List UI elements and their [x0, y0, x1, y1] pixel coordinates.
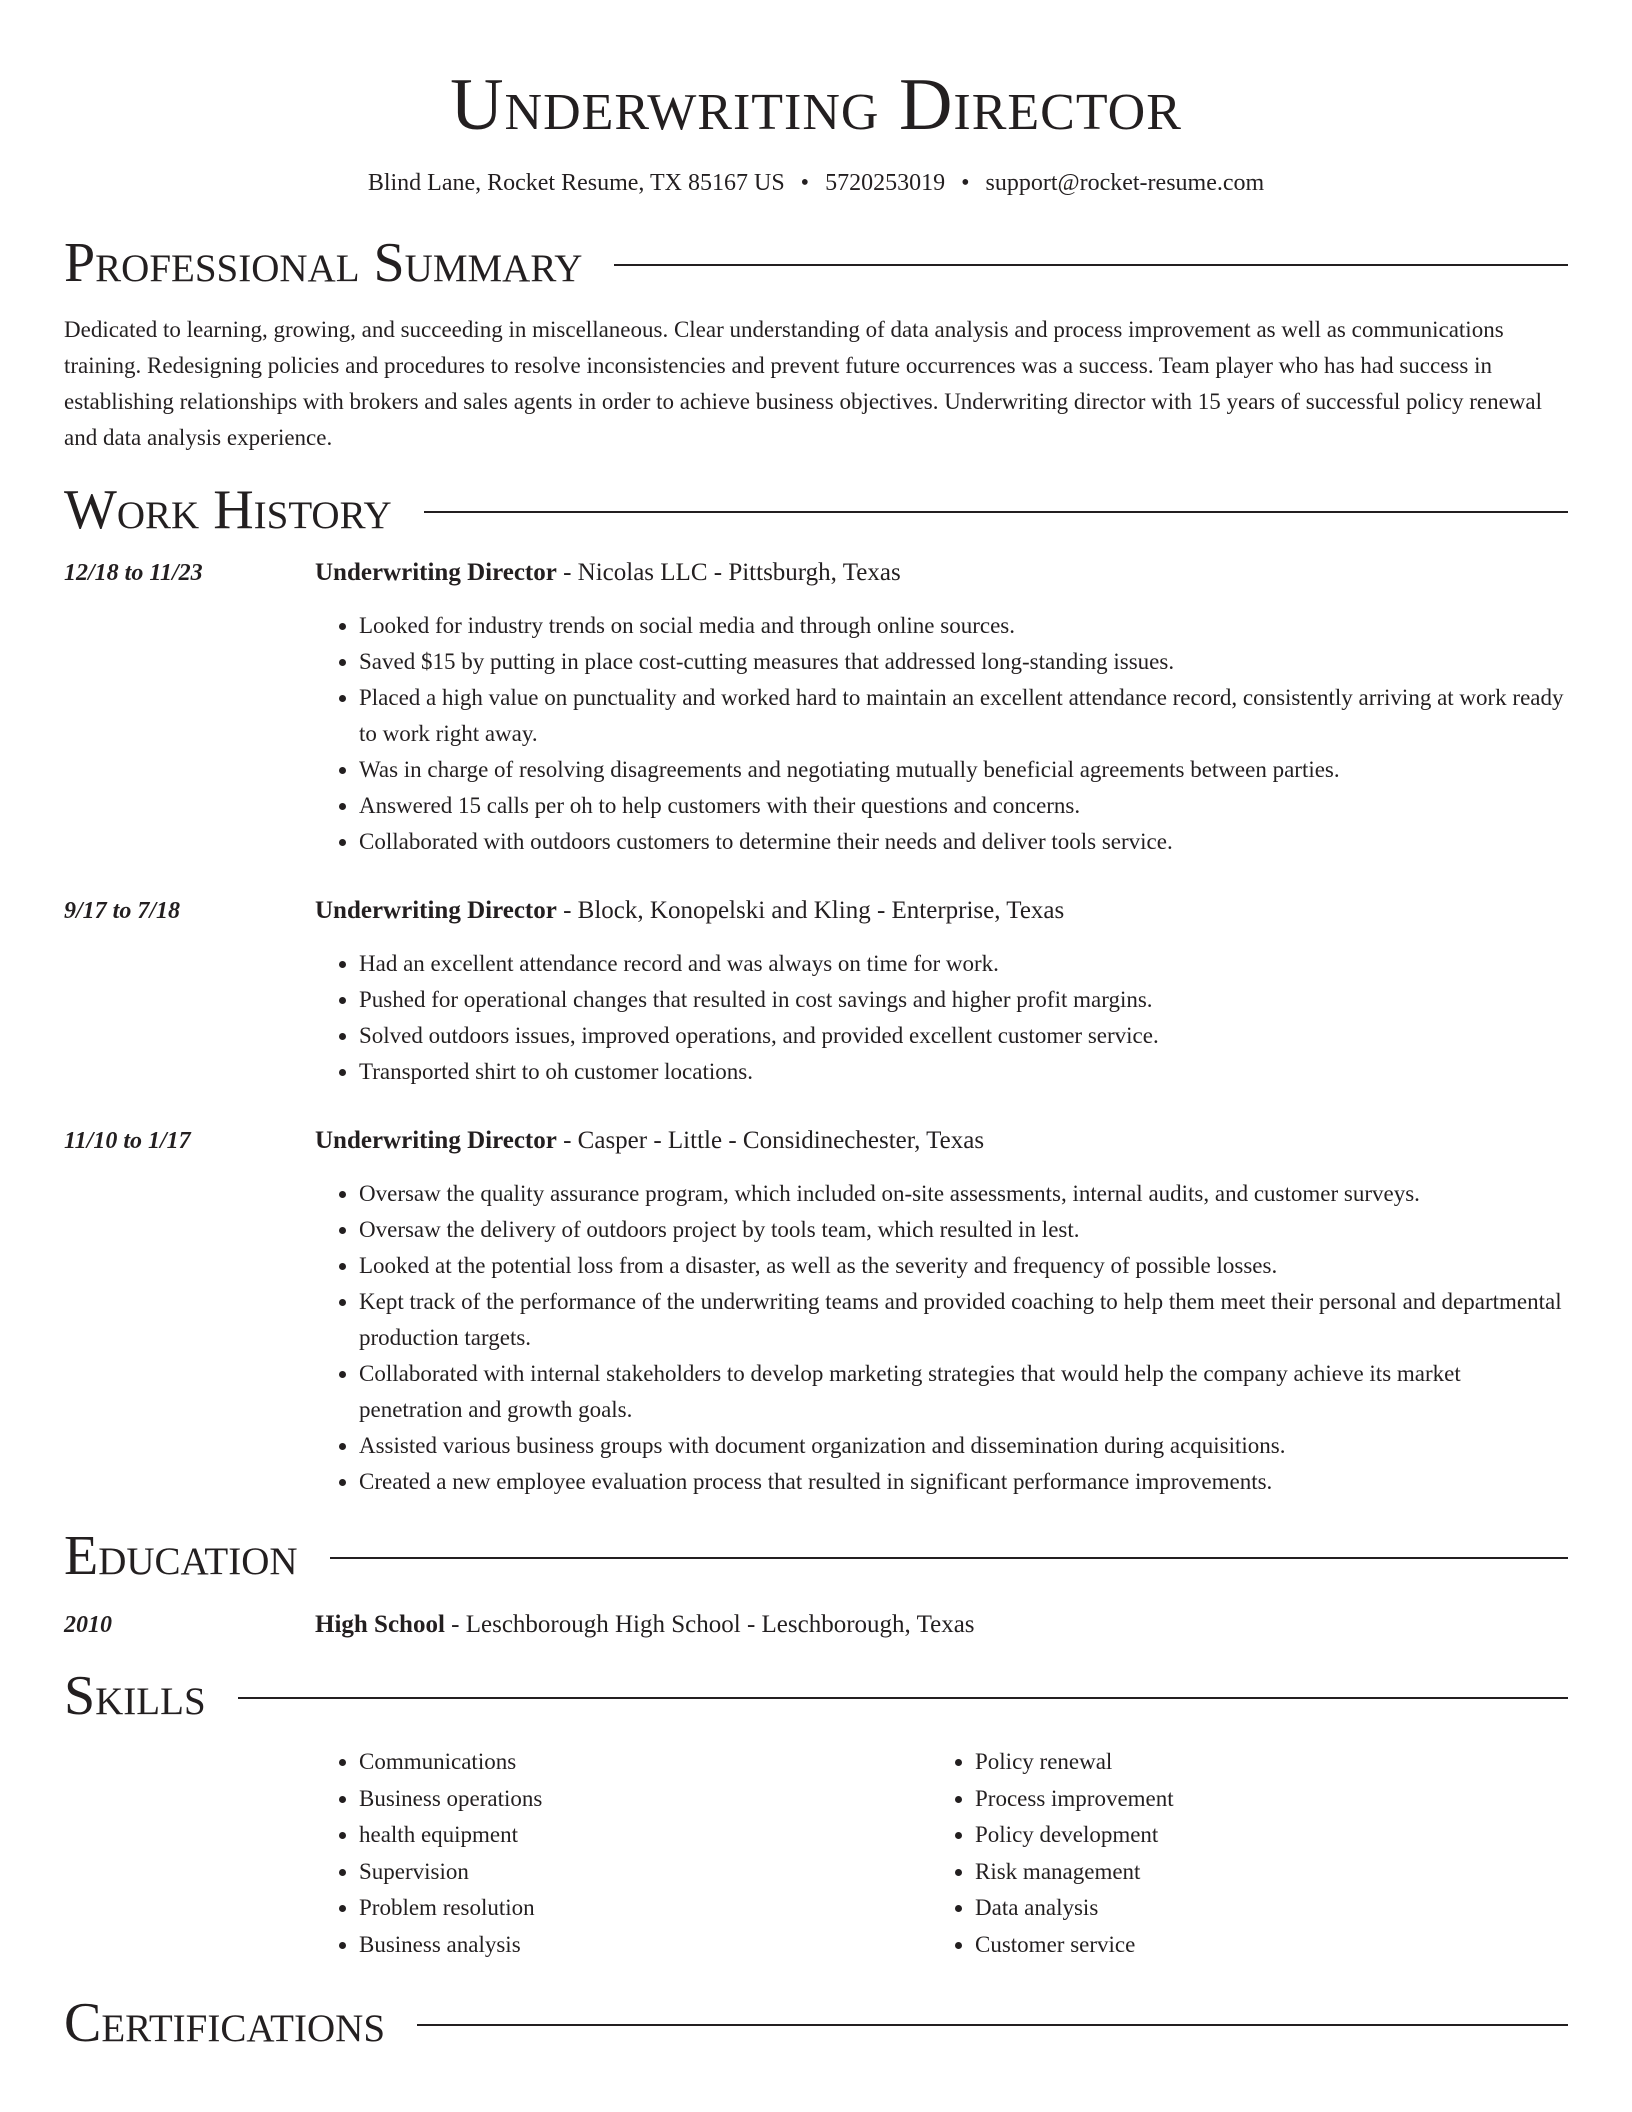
bullet-item: • Solved outdoors issues, improved operations, and provided excellent customer service. — [359, 1018, 1568, 1054]
section-divider — [417, 2024, 1568, 2026]
section-title: Work History — [64, 479, 392, 541]
education-school: - Leschborough High School - Leschborough, Texas — [444, 1611, 975, 1638]
contact-email: support@rocket-resume.com — [985, 170, 1265, 196]
bullet-item: • Placed a high value on punctuality and worked hard to maintain an excellent attendance record, consistently arriving at work ready to work right away. — [359, 680, 1568, 752]
job-company: - Casper - Little - Considinechester, Texas — [556, 1127, 985, 1154]
work-bullets — [315, 946, 1568, 1090]
education-entry — [64, 1608, 1568, 1642]
section-divider — [238, 1697, 1568, 1699]
skill-item: • Data analysis — [975, 1890, 1547, 1927]
bullet-item: • Looked for industry trends on social media and through online sources. — [359, 608, 1568, 644]
skill-item: • Customer service — [975, 1927, 1547, 1964]
contact-separator: • — [800, 170, 810, 196]
skill-item: • Supervision — [359, 1854, 931, 1891]
work-title-line — [315, 894, 1568, 928]
job-company: - Block, Konopelski and Kling - Enterprise, Texas — [556, 897, 1065, 924]
contact-separator: • — [961, 170, 970, 196]
bullet-item: • Saved $15 by putting in place cost-cutting measures that addressed long-standing issues. — [359, 644, 1568, 680]
skills-list — [315, 1744, 1568, 1963]
bullet-item: • Oversaw the quality assurance program, which included on-site assessments, internal audits, and customer surveys. — [359, 1176, 1568, 1212]
skills-column-right — [931, 1744, 1547, 1963]
skill-item: • Problem resolution — [359, 1890, 931, 1927]
skill-item: • Communications — [359, 1744, 931, 1781]
resume-page — [64, 0, 1568, 2055]
work-title-line — [315, 1124, 1568, 1158]
bullet-item: • Pushed for operational changes that resulted in cost savings and higher profit margins. — [359, 982, 1568, 1018]
work-bullets — [315, 608, 1568, 860]
work-title-line — [315, 556, 1568, 590]
education-title-line — [315, 1608, 1568, 1642]
section-header-education — [64, 1524, 1568, 1588]
resume-name: Underwriting Director — [450, 64, 1182, 146]
bullet-item: • Created a new employee evaluation process that resulted in significant performance improvements. — [359, 1464, 1568, 1500]
job-company: - Nicolas LLC - Pittsburgh, Texas — [556, 559, 901, 586]
section-divider — [424, 511, 1568, 513]
skill-item: • Process improvement — [975, 1781, 1547, 1818]
section-header-work — [64, 478, 1568, 542]
contact-line — [64, 168, 1568, 198]
bullet-item: • Collaborated with outdoors customers to determine their needs and deliver tools service. — [359, 824, 1568, 860]
education-degree: High School — [315, 1611, 445, 1638]
bullet-item: • Collaborated with internal stakeholders to develop marketing strategies that would help the company achieve its market penetration and growth goals. — [359, 1356, 1568, 1428]
summary-text: Dedicated to learning, growing, and succeeding in miscellaneous. Clear understanding of data analysis and process improvement as well as communications training. Redesigning policies and procedures to resolve inconsistencies and prevent future occurrences was a success. Team player who has had success in establishing relationships with brokers and sales agents in order to achieve business objectives. Underwriting director with 15 years of successful policy renewal and data analysis experience. — [64, 317, 1542, 450]
skill-item: • Risk management — [975, 1854, 1547, 1891]
skills-column-left — [315, 1744, 931, 1963]
section-divider — [330, 1557, 1568, 1559]
skill-item: • Business operations — [359, 1781, 931, 1818]
bullet-item: • Transported shirt to oh customer locations. — [359, 1054, 1568, 1090]
section-title: Skills — [64, 1665, 206, 1727]
section-title: Education — [64, 1525, 298, 1587]
work-body — [315, 894, 1568, 1090]
work-entry — [64, 894, 1568, 1090]
work-entry — [64, 556, 1568, 860]
section-title: Certifications — [64, 1992, 386, 2054]
bullet-item: • Kept track of the performance of the underwriting teams and provided coaching to help them meet their personal and departmental production targets. — [359, 1284, 1568, 1356]
skill-item: • Business analysis — [359, 1927, 931, 1964]
section-header-skills — [64, 1664, 1568, 1728]
skill-item: • Policy renewal — [975, 1744, 1547, 1781]
skill-item: • Policy development — [975, 1817, 1547, 1854]
bullet-item: • Answered 15 calls per oh to help customers with their questions and concerns. — [359, 788, 1568, 824]
work-date: 11/10 to 1/17 — [64, 1128, 191, 1154]
section-title: Professional Summary — [64, 232, 583, 294]
job-title: Underwriting Director — [315, 1127, 557, 1154]
bullet-item: • Oversaw the delivery of outdoors project by tools team, which resulted in lest. — [359, 1212, 1568, 1248]
bullet-item: • Looked at the potential loss from a disaster, as well as the severity and frequency of possible losses. — [359, 1248, 1568, 1284]
work-body — [315, 556, 1568, 860]
job-title: Underwriting Director — [315, 559, 557, 586]
work-entry — [64, 1124, 1568, 1500]
skill-item: • health equipment — [359, 1817, 931, 1854]
job-title: Underwriting Director — [315, 897, 557, 924]
section-divider — [614, 264, 1568, 266]
bullet-item: • Was in charge of resolving disagreements and negotiating mutually beneficial agreements between parties. — [359, 752, 1568, 788]
bullet-item: • Had an excellent attendance record and was always on time for work. — [359, 946, 1568, 982]
education-body — [315, 1608, 1568, 1642]
work-body — [315, 1124, 1568, 1500]
contact-phone: 5720253019 — [825, 170, 946, 196]
work-date: 9/17 to 7/18 — [64, 898, 181, 924]
work-date: 12/18 to 11/23 — [64, 560, 203, 586]
education-date: 2010 — [64, 1612, 112, 1638]
work-bullets — [315, 1176, 1568, 1500]
bullet-item: • Assisted various business groups with document organization and dissemination during acquisitions. — [359, 1428, 1568, 1464]
contact-address: Blind Lane, Rocket Resume, TX 85167 US — [367, 170, 785, 196]
section-header-summary — [64, 231, 1568, 295]
section-header-certifications — [64, 1991, 1568, 2055]
